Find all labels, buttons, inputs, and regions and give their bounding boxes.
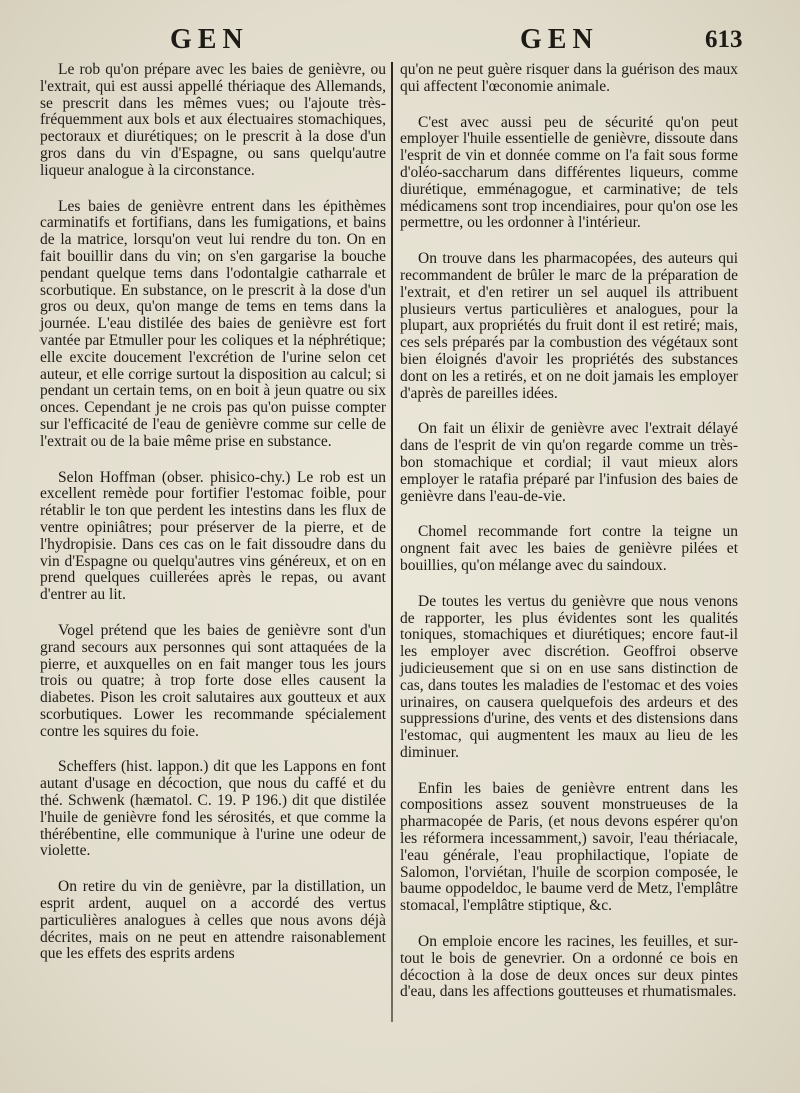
right-column [400,62,738,1001]
paragraph-rob: Le rob qu'on prépare avec les baies de genièvre, ou l'extrait, qui est aussi appellé thériaque des Allemands, se prescrit dans les mêmes vues; ou l'ajoute très-fréquemment aux bols et aux électuaires stomachiques, pectoraux et diurétiques; on le prescrit à la dose d'un gros dans du vin d'Espagne, ou sans quelqu'autre liqueur analogue à la circonstance. [40,61,386,179]
paragraph-huile-essentielle: C'est avec aussi peu de sécurité qu'on peut employer l'huile essentielle de genièvre, dissoute dans l'esprit de vin et donnée comme on l'a fait sous forme d'oléo-saccharum dans différentes liqueurs, comme diurétique, emménagogue, et carminative; de tels médicamens sont trop incendiaires, pour qu'on ose les permettre, ou les ordonner à l'intérieur. [400,113,738,232]
paragraph-elixir: On fait un élixir de genièvre avec l'extrait délayé dans de l'esprit de vin qu'on regarde comme un très-bon stomachique et cordial; il vaut mieux alors employer le ratafia préparé par l'infusion des baies de genièvre dans l'eau-de-vie. [400,420,738,505]
left-column [40,62,386,963]
paragraph-scheffers: Scheffers (hist. lappon.) dit que les Lappons en font autant d'usage en décoction, que nous du caffé et du thé. Schwenk (hæmatol. C. 19. P 196.) dit que distilée l'huile de genièvre fond les sérosités, et que comme la thérébentine, elle communique à l'urine une odeur de violette. [40,758,386,860]
paragraph-racines: On emploie encore les racines, les feuilles, et sur-tout le bois de genevrier. On a ordonné ce bois en décoction à la dose de deux onces sur deux pintes d'eau, dans les affections goutteuses et rhumatismales. [400,933,738,1001]
running-head-right: GEN [520,24,599,55]
paragraph-chomel: Chomel recommande fort contre la teigne un ongnent fait avec les baies de genièvre pilées et bouillies, qu'on mélange avec du saindoux. [400,523,738,574]
column-divider [391,62,393,1022]
paragraph-vin-genievre: On retire du vin de genièvre, par la distillation, un esprit ardent, auquel on a accordé des vertus particulières analogues à celles que nous avons déjà décrites, mais on ne peut en attendre raisonablement que les effets des esprits ardens [40,878,386,963]
page-number: 613 [705,26,743,53]
paragraph-vogel: Vogel prétend que les baies de genièvre sont d'un grand secours aux personnes qui sont attaquées de la pierre, et auxquelles on en fait manger tous les jours trois ou quatre; à trop forte dose elles causent la diabetes. Pison les croit salutaires aux goutteux et aux scorbutiques. Lower les recommande spécialement contre les squires du foie. [40,621,386,740]
paragraph-baies-epithemes: Les baies de genièvre entrent dans les épithèmes carminatifs et fortifians, dans les fumigations, et bains de la matrice, lorsqu'on veut lui rendre du ton. On en fait bouillir dans du vin; on s'en gargarise la bouche pendant quelque tems dans l'odontalgie catharrale et scorbutique. En substance, on le prescrit à la dose d'un gros ou deux, qu'on mange de tems en tems dans la journée. L'eau distilée des baies de genièvre est fort vantée par Etmuller pour les coliques et la néphrétique; elle excite doucement l'excrétion de l'urine selon cet auteur, et elle corrige surtout la disposition au calcul; si pendant un certain tems, on en boit à jeun quatre ou six onces. Cependant je ne crois pas qu'on puisse compter sur l'efficacité de l'eau de genièvre comme sur celle de l'extrait ou de la baie même prise en substance. [40,197,386,450]
paragraph-compositions: Enfin les baies de genièvre entrent dans les compositions assez souvent monstrueuses de la pharmacopée de Paris, (et nous devons espérer qu'on les réformera incessamment,) savoir, l'eau thériacale, l'eau générale, l'eau prophilactique, l'opiate de Salomon, l'orviétan, l'huile de scorpion composée, le baume oppodeldoc, le baume verd de Metz, l'emplâtre stomacal, l'emplâtre stiptique, &c. [400,779,738,915]
page-header [0,24,800,64]
paragraph-vertus: De toutes les vertus du genièvre que nous venons de rapporter, les plus évidentes sont les qualités toniques, stomachiques et diurétiques; encore faut-il les employer avec discrétion. Geoffroi observe judicieusement que si on en use sans distinction de cas, dans toutes les maladies de l'estomac et des voies urinaires, on causera quelquefois des ardeurs et des suppressions d'urine, des vents et des distensions dans l'estomac, qui augmentent les maux au lieu de les diminuer. [400,592,738,761]
paragraph-continuation: qu'on ne peut guère risquer dans la guérison des maux qui affectent l'œconomie animale. [400,61,738,95]
paragraph-hoffman: Selon Hoffman (obser. phisico-chy.) Le rob est un excellent remède pour fortifier l'estomac foible, pour rétablir le ton que perdent les intestins dans les flux de ventre opiniâtres; pour préserver de la pierre, et de l'hydropisie. Dans ces cas on le fait dissoudre dans du vin d'Espagne ou quelqu'autres vins généreux, et on en prend quelques cuillerées après le repas, ou avant d'entrer au lit. [40,468,386,604]
running-head-left: GEN [170,24,249,55]
paragraph-pharmacopees: On trouve dans les pharmacopées, des auteurs qui recommandent de brûler le marc de la préparation de l'extrait, et d'en retirer un sel auquel ils attribuent plusieurs vertus particulières et analogues, pour la plupart, aux propriétés du fruit dont il est retiré; mais, ces sels préparés par la combustion des végétaux sont bien éloignés d'avoir les propriétés des substances dont on les a retirés, et on ne doit jamais les employer d'après de pareilles idées. [400,250,738,402]
